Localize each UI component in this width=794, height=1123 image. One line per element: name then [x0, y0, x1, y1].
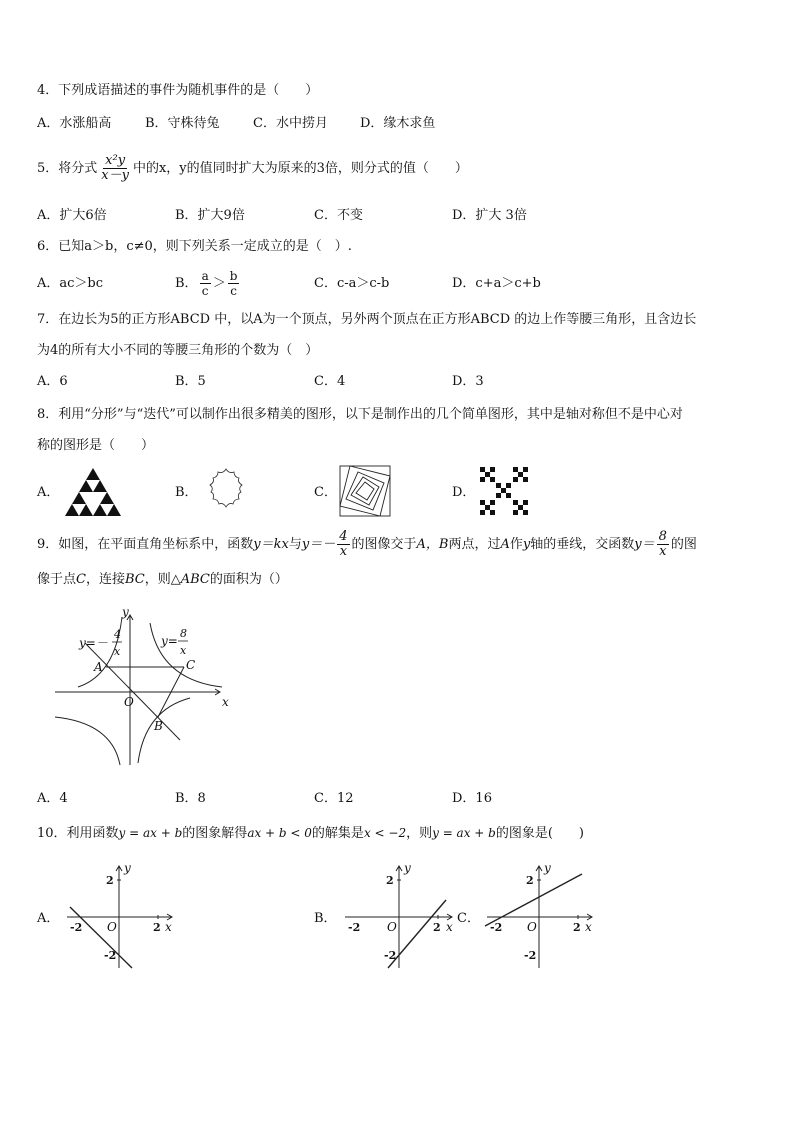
- q5-option-b[interactable]: B．扩大9倍: [175, 208, 245, 223]
- q10-c-tick-pos2-x: 2: [573, 921, 581, 934]
- sierpinski-triangle-icon[interactable]: [63, 466, 123, 518]
- q7-line1: 7．在边长为5的正方形ABCD 中，以A为一个顶点，另外两个顶点在正方形ABCD 的边上作等腰三角形，且含边长: [37, 312, 697, 327]
- q10-b-tick-pos2-y: 2: [386, 874, 394, 887]
- q10-a-tick-neg2-y: -2: [104, 949, 117, 962]
- q6-option-b[interactable]: [175, 266, 241, 302]
- q9-text-l2g: 的面积为（）: [209, 572, 288, 587]
- q7-option-b[interactable]: B．5: [175, 374, 206, 389]
- koch-snowflake-icon[interactable]: [201, 466, 251, 516]
- q5-suffix: 中的x，y的值同时扩大为原来的3倍，则分式的值（ ）: [132, 161, 468, 176]
- q9-text-b: 与: [288, 537, 302, 552]
- q9-fig-label-b: B: [154, 719, 163, 733]
- q9-segment-bc: BC: [124, 572, 145, 587]
- q4-option-c[interactable]: C．水中捞月: [253, 116, 328, 131]
- q6-stem: 6．已知a＞b，c≠0，则下列关系一定成立的是（ ）.: [37, 239, 352, 254]
- q10-a-tick-neg2-x: -2: [70, 921, 83, 934]
- q8-option-d-label[interactable]: D．: [452, 485, 476, 500]
- q6-option-a[interactable]: A．ac＞bc: [37, 276, 104, 291]
- q7-option-d[interactable]: D．3: [452, 374, 484, 389]
- q9-fig-label-o: O: [124, 695, 134, 709]
- q9-fig-f2-num: 8: [180, 627, 187, 640]
- q10-solution: x < −2: [363, 826, 407, 840]
- q8-option-a-label[interactable]: A．: [37, 485, 60, 500]
- q5-prefix: 5．将分式: [37, 161, 98, 176]
- q5-frac-num: x²y: [105, 153, 126, 168]
- q9-point-a: A: [500, 537, 510, 552]
- q10-option-a-label[interactable]: A．: [37, 911, 60, 926]
- q9-line1: [37, 526, 697, 564]
- q10-a-tick-pos2-x: 2: [153, 921, 161, 934]
- q5-option-c[interactable]: C．不变: [314, 208, 363, 223]
- q10-c-tick-neg2-y: -2: [524, 949, 537, 962]
- q9-func-neg4x-pre: y＝－: [301, 537, 336, 552]
- q10-text-b: 的图象解得: [182, 826, 248, 841]
- q9-frac-8-over-x: [657, 530, 669, 559]
- q10-b-label-y: y: [404, 861, 411, 875]
- q10-c-label-x: x: [585, 920, 592, 934]
- q9-axis-y: y: [522, 537, 531, 552]
- q8-line2: 称的图形是（ ）: [37, 438, 155, 453]
- q10-stem: [37, 824, 584, 843]
- q6-frac1-den: c: [201, 284, 209, 298]
- q10-c-tick-pos2-y: 2: [526, 874, 534, 887]
- q9-text-l2a: 像于点: [37, 572, 77, 587]
- q6-frac1-num: a: [201, 269, 209, 283]
- q9-func-8x-pre: y＝: [634, 537, 655, 552]
- q9-text-j: 的图: [670, 537, 697, 552]
- q6-frac2-den: c: [230, 284, 237, 298]
- q7-line2: 为4的所有大小不同的等腰三角形的个数为（ ）: [37, 343, 319, 358]
- q6-option-c[interactable]: C．c-a＞c-b: [314, 276, 390, 291]
- q6-frac-b-over-c: [228, 269, 240, 298]
- q9-frac-8-num: 8: [658, 529, 667, 544]
- q9-fig-label-y: y: [122, 605, 129, 619]
- q6-option-d[interactable]: D．c+a＞c+b: [452, 276, 541, 291]
- q9-text-a: 9．如图，在平面直角坐标系中，函数: [37, 537, 254, 552]
- q9-fig-f2-den: x: [180, 644, 187, 657]
- q9-points-ab: A，B: [416, 537, 449, 552]
- q10-text-d: ，则: [406, 826, 433, 841]
- q9-text-c: 的图像交于: [351, 537, 417, 552]
- q9-fig-f1-pre: y=－: [79, 636, 108, 650]
- q5-option-d[interactable]: D．扩大 3倍: [452, 208, 527, 223]
- q10-text-a: 10．利用函数: [37, 826, 119, 841]
- q10-c-label-y: y: [544, 861, 551, 875]
- q9-frac-4-den: x: [339, 544, 348, 559]
- q10-func-2: y = ax + b: [432, 826, 496, 840]
- q6-frac-a-over-c: [200, 269, 211, 298]
- q9-frac-8-den: x: [659, 544, 667, 559]
- q6-option-b-prefix: B．: [175, 276, 198, 291]
- q9-text-l2c: ，连接: [85, 572, 125, 587]
- q9-fig-f1-den: x: [114, 645, 121, 658]
- q10-b-tick-pos2-x: 2: [433, 921, 441, 934]
- q4-option-d[interactable]: D．缘木求鱼: [360, 116, 436, 131]
- q9-frac-4-over-x: [337, 530, 349, 559]
- q9-fig-label-x: x: [222, 695, 229, 709]
- q10-a-tick-pos2-y: 2: [106, 874, 114, 887]
- q9-func-kx: y＝kx: [253, 537, 289, 552]
- q10-b-label-o: O: [387, 920, 397, 934]
- q9-fig-label-c: C: [186, 658, 196, 672]
- q5-stem: [37, 150, 468, 188]
- q9-curve-neg4-q4: [138, 698, 190, 763]
- q9-line2: [37, 571, 288, 589]
- q9-curve-8-q3: [55, 717, 120, 765]
- q9-fig-f2-pre: y=: [161, 634, 178, 648]
- q10-b-tick-neg2-x: -2: [348, 921, 361, 934]
- q10-b-tick-neg2-y: -2: [384, 949, 397, 962]
- q8-option-c-label[interactable]: C．: [314, 485, 337, 500]
- q9-option-c[interactable]: C．12: [314, 791, 354, 806]
- q10-text-c: 的解集是: [311, 826, 364, 841]
- q9-text-e: 两点，过: [448, 537, 501, 552]
- q6-frac2-num: b: [229, 269, 238, 283]
- q9-text-l2e: ，则: [144, 572, 171, 587]
- q10-b-label-x: x: [446, 920, 453, 934]
- q9-frac-4-num: 4: [339, 529, 348, 544]
- q9-text-g: 作: [509, 537, 523, 552]
- q9-coordinate-figure: [50, 605, 240, 770]
- nested-squares-icon[interactable]: [338, 464, 392, 518]
- q10-graph-c[interactable]: [482, 860, 602, 972]
- q4-stem: 4．下列成语描述的事件为随机事件的是（ ）: [37, 83, 319, 98]
- q5-frac-den: x－y: [101, 168, 129, 183]
- q10-graph-b[interactable]: [340, 860, 460, 972]
- q7-option-a[interactable]: A．6: [37, 374, 68, 389]
- q9-fig-f1-num: 4: [114, 628, 121, 641]
- q10-c-tick-neg2-x: -2: [490, 921, 503, 934]
- q9-text-i: 轴的垂线，交函数: [530, 537, 635, 552]
- q9-point-c: C: [76, 572, 86, 587]
- q10-option-b-label[interactable]: B．: [314, 911, 337, 926]
- q10-inequality: ax + b < 0: [247, 826, 312, 840]
- q4-option-b[interactable]: B．守株待兔: [145, 116, 220, 131]
- q5-option-a[interactable]: A．扩大6倍: [37, 208, 107, 223]
- q10-a-label-x: x: [165, 920, 172, 934]
- q7-option-c[interactable]: C．4: [314, 374, 346, 389]
- q9-fig-label-a: A: [94, 660, 103, 674]
- q8-option-b-label[interactable]: B．: [175, 485, 198, 500]
- checker-x-icon[interactable]: [478, 465, 530, 517]
- q10-a-label-y: y: [124, 861, 131, 875]
- q10-text-e: 的图象是( ): [495, 826, 584, 841]
- q9-option-a[interactable]: A．4: [37, 791, 68, 806]
- q4-option-a[interactable]: A．水涨船高: [37, 116, 112, 131]
- q10-graph-a[interactable]: [62, 860, 182, 972]
- q10-a-label-o: O: [107, 920, 117, 934]
- q9-option-d[interactable]: D．16: [452, 791, 492, 806]
- q6-gt-sign: ＞: [212, 276, 226, 291]
- q5-fraction: [99, 154, 131, 183]
- q9-option-b[interactable]: B．8: [175, 791, 206, 806]
- q9-triangle-abc: △ABC: [170, 572, 210, 587]
- q10-func-1: y = ax + b: [118, 826, 183, 840]
- q10-option-c-label[interactable]: C．: [457, 911, 480, 926]
- q10-c-label-o: O: [527, 920, 537, 934]
- q8-line1: 8．利用“分形”与“迭代”可以制作出很多精美的图形，以下是制作出的几个简单图形，其中是轴对称但不是中心对: [37, 407, 683, 422]
